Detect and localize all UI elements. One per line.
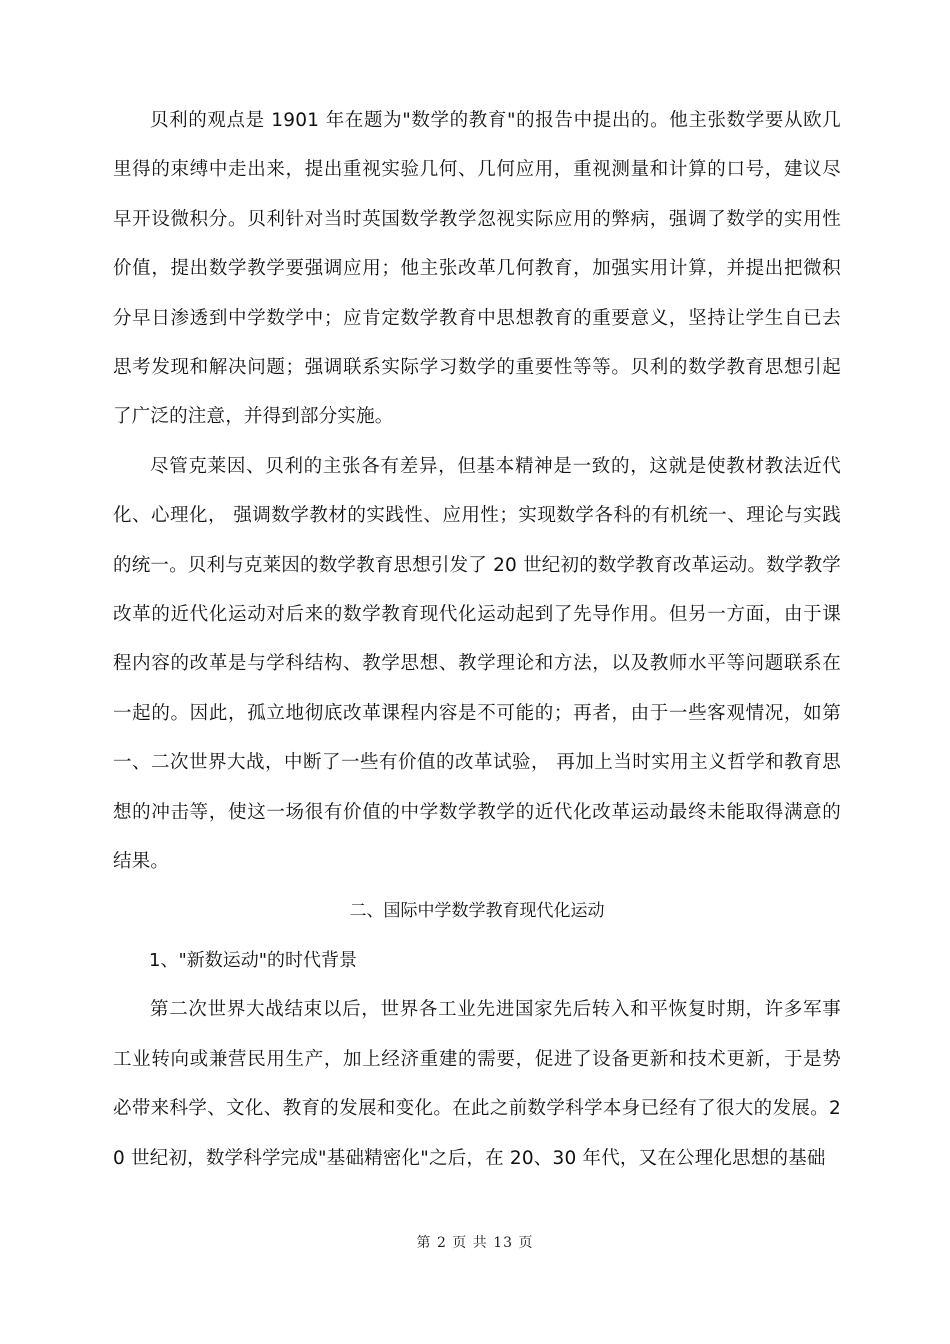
document-body — [113, 96, 841, 1183]
paragraph-baily-views: 贝利的观点是 1901 年在题为"数学的教育"的报告中提出的。他主张数学要从欧几里得的束缚中走出来，提出重视实验几何、几何应用，重视测量和计算的口号，建议尽早开设微积分。贝利针对当时英国数学教学忽视实际应用的弊病，强调了数学的实用性价值，提出数学教学要强调应用；他主张改革几何教育，加强实用计算，并提出把微积分早日渗透到中学数学中；应肯定数学教育中思想教育的重要意义，坚持让学生自已去思考发现和解决问题；强调联系实际学习数学的重要性等等。贝利的数学教育思想引起了广泛的注意，并得到部分实施。 — [113, 110, 841, 428]
paragraph-reform-movement: 尽管克莱因、贝利的主张各有差异，但基本精神是一致的，这就是使教材教法近代化、心理化， 强调数学教材的实践性、应用性；实现数学各科的有机统一、理论与实践的统一。贝利与克莱因的数学教育思想引发了 20 世纪初的数学教育改革运动。数学教学改革的近代化运动对后来的数学教育现代化运动起到了先导作用。但另一方面，由于课程内容的改革是与学科结构、教学思想、教学理论和方法，以及教师水平等问题联系在一起的。因此，孤立地彻底改革课程内容是不可能的；再者，由于一些客观情况，如第一、二次世界大战，中断了一些有价值的改革试验， 再加上当时实用主义哲学和教育思想的冲击等，使这一场很有价值的中学数学教学的近代化改革运动最终未能取得满意的结果。 — [113, 455, 842, 873]
subsection-heading: 1、"新数运动"的时代背景 — [149, 949, 358, 971]
page-footer: 第 2 页 共 13 页 — [416, 1235, 534, 1251]
section-heading: 二、国际中学数学教育现代化运动 — [349, 900, 605, 921]
paragraph-postwar-background: 第二次世界大战结束以后，世界各工业先进国家先后转入和平恢复时期，许多军事工业转向或兼营民用生产，加上经济重建的需要，促进了设备更新和技术更新，于是势必带来科学、文化、教育的发展和变化。在此之前数学科学本身已经有了很大的发展。20 世纪初，数学科学完成"基础精密化"之后，在 20、30 年代，又在公理化思想的基础 — [113, 999, 841, 1169]
